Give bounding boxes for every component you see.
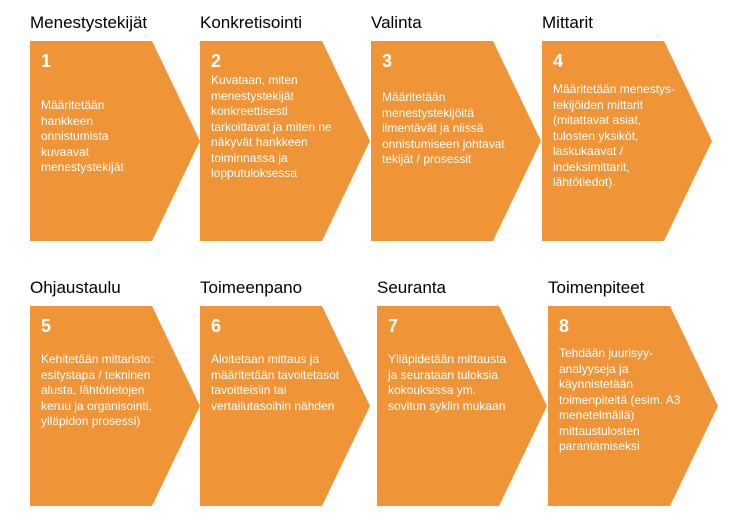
step-description: Aloitetaan mittaus ja määritetään tavoitetasot tavoitteisiin tai vertailutasoihin nähden <box>211 352 340 413</box>
step-title: Mittarit <box>542 13 593 32</box>
step-description: Tehdään juurisyy-analyyseja ja käynnistetään toimenpiteitä (esim. A3 menetelmällä) mittaustulosten parantamiseksi <box>559 346 681 453</box>
step-title: Seuranta <box>377 278 446 297</box>
step-number: 5 <box>41 316 52 336</box>
step-description: Ylläpidetään mittausta ja seurataan tuloksia kokouksissa ym. sovitun syklin mukaan <box>388 352 507 413</box>
step-title: Konkretisointi <box>200 13 303 32</box>
step-title: Toimenpiteet <box>548 278 645 297</box>
step-number: 3 <box>382 51 393 71</box>
step-number: 6 <box>211 316 222 336</box>
step-title: Menestystekijät <box>30 13 148 32</box>
step-description: Määritetään menestys-tekijöiden mittarit (mitattavat asiat, tulosten yksiköt, laskukaavat / indeksimittarit, lähtötiedot). <box>553 82 676 189</box>
step-number: 8 <box>559 316 570 336</box>
step-number: 7 <box>388 316 399 336</box>
step-title: Toimeenpano <box>200 278 303 297</box>
step-number: 2 <box>211 51 222 71</box>
step-description: Määritetään hankkeen onnistumista kuvaavat menestystekijät <box>41 98 124 174</box>
step-description: Kehitetään mittaristo: esitystapa / tekninen alusta, lähtötietojen keruu ja organisointi, ylläpidon prosessi) <box>41 352 154 428</box>
step-title: Ohjaustaulu <box>30 278 121 297</box>
step-description: Määritetään menestystekijöitä ilmentävät ja niissä onnistumiseen johtavat tekijät / prosessit <box>382 90 505 166</box>
step-number: 1 <box>41 51 52 71</box>
step-number: 4 <box>553 51 564 71</box>
step-title: Valinta <box>371 13 422 32</box>
step-description: Kuvataan, miten menestystekijät konkreettisesti tarkoittavat ja miten ne näkyvät hankkeen toiminnassa ja lopputuloksessa <box>211 73 332 180</box>
